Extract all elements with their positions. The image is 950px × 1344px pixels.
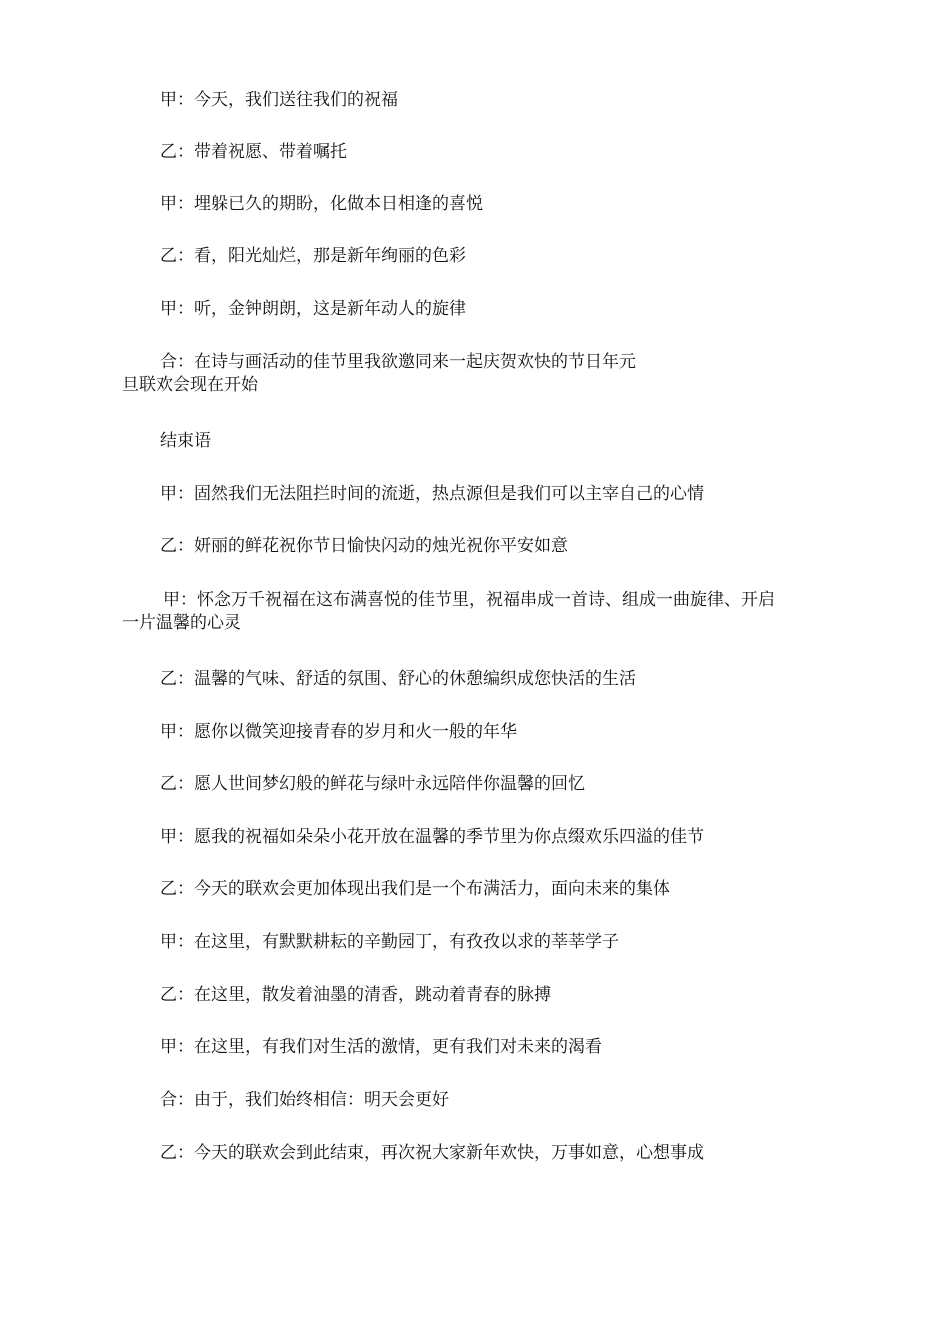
script-line: 乙：愿人世间梦幻般的鲜花与绿叶永远陪伴你温馨的回忆 (160, 774, 585, 794)
script-line: 甲：听，金钟朗朗，这是新年动人的旋律 (160, 299, 466, 319)
script-line: 乙：妍丽的鲜花祝你节日愉快闪动的烛光祝你平安如意 (160, 536, 568, 556)
chorus-paragraph (122, 351, 822, 397)
script-line: 乙：今天的联欢会更加体现出我们是一个布满活力，面向未来的集体 (160, 879, 670, 899)
script-line: 甲：埋躲已久的期盼，化做本日相逢的喜悦 (160, 194, 483, 214)
script-line: 甲：在这里，有默默耕耘的辛勤园丁，有孜孜以求的莘莘学子 (160, 932, 619, 952)
script-line: 甲：今天，我们送往我们的祝福 (160, 90, 398, 110)
script-line: 甲：在这里，有我们对生活的激情，更有我们对未来的渴看 (160, 1037, 602, 1057)
wrapped-line-2: 一片温馨的心灵 (122, 613, 241, 633)
script-line: 乙：看，阳光灿烂，那是新年绚丽的色彩 (160, 246, 466, 266)
wrapped-line-1: 甲：怀念万千祝福在这布满喜悦的佳节里，祝福串成一首诗、组成一曲旋律、开启 (163, 590, 775, 610)
section-heading: 结束语 (160, 431, 211, 451)
script-line: 甲：固然我们无法阻拦时间的流逝，热点源但是我们可以主宰自己的心情 (160, 484, 704, 504)
script-line: 乙：温馨的气味、舒适的氛围、舒心的休憩编织成您快活的生活 (160, 669, 636, 689)
script-line: 甲：愿我的祝福如朵朵小花开放在温馨的季节里为你点缀欢乐四溢的佳节 (160, 827, 704, 847)
script-line: 合：由于，我们始终相信：明天会更好 (160, 1090, 449, 1110)
script-line: 甲：愿你以微笑迎接青春的岁月和火一般的年华 (160, 722, 517, 742)
wrapped-paragraph (122, 589, 822, 635)
script-line: 乙：在这里，散发着油墨的清香，跳动着青春的脉搏 (160, 985, 551, 1005)
chorus-line-1: 合：在诗与画活动的佳节里我欲邀同来一起庆贺欢快的节日年元 (160, 352, 636, 372)
chorus-line-2: 旦联欢会现在开始 (122, 375, 258, 395)
script-line: 乙：今天的联欢会到此结束，再次祝大家新年欢快，万事如意，心想事成 (160, 1143, 704, 1163)
script-line: 乙：带着祝愿、带着嘱托 (160, 142, 347, 162)
